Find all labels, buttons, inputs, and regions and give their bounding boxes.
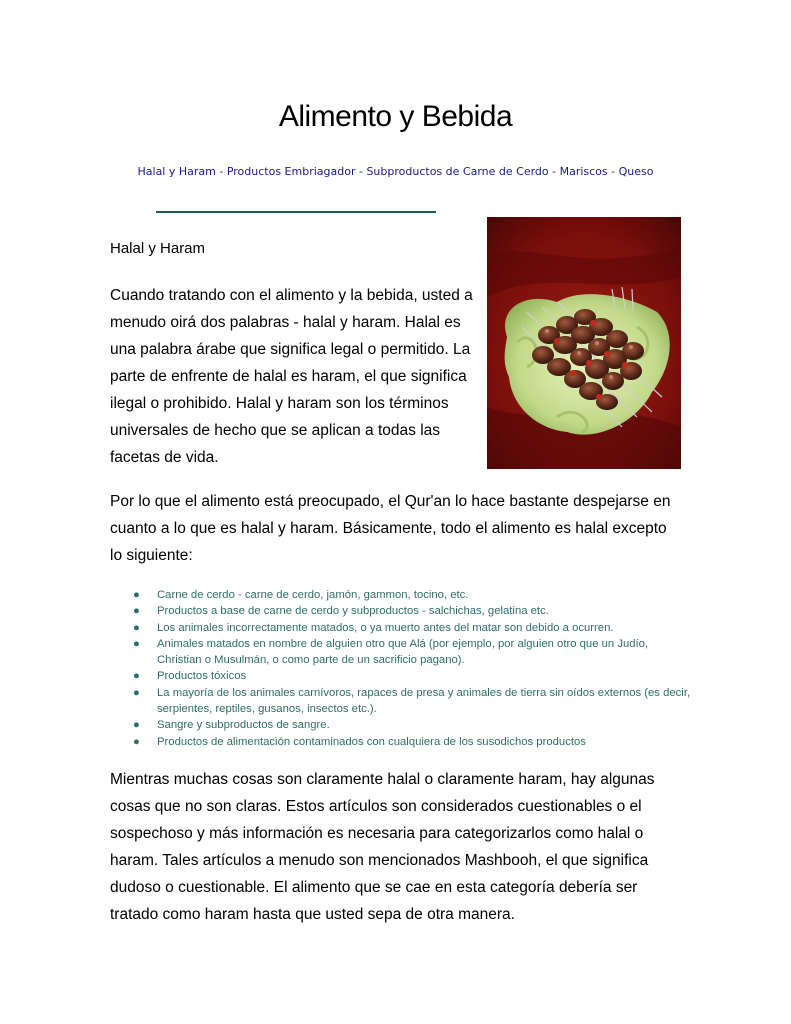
list-item: ● Carne de cerdo - carne de cerdo, jamón, gammon, tocino, etc. (133, 587, 693, 603)
bullet-icon: ● (133, 719, 140, 732)
list-item: ● Los animales incorrectamente matados, o ya muerto antes del matar son debido a ocurren. (133, 620, 693, 636)
nav-link-queso[interactable]: Queso (618, 165, 654, 178)
list-item: ● Animales matados en nombre de alguien otro que Alá (por ejemplo, por alguien otro que un Judío, Christian o Musulmán, o como parte de un sacrificio pagano). (133, 637, 649, 667)
bullet-icon: ● (133, 686, 140, 699)
bullet-icon: ● (133, 637, 140, 650)
section-heading: Halal y Haram (110, 240, 206, 257)
nav-link-productos-embriagador[interactable]: Productos Embriagador (226, 165, 356, 178)
skewered-meat-photo (487, 217, 681, 469)
haram-foods-list (133, 587, 693, 750)
bullet-icon: ● (133, 621, 140, 634)
bullet-icon: ● (133, 735, 140, 748)
nav-separator: - (607, 165, 619, 178)
section-divider (156, 211, 436, 213)
nav-separator: - (548, 165, 560, 178)
intro-paragraph: Cuando tratando con el alimento y la bebida, usted a menudo oirá dos palabras - halal y haram. Halal es una palabra árabe que significa legal o permitido. La parte de enfrente de halal es haram, el que significa ilegal o prohibido. Halal y haram son los términos universales de hecho que se aplican a todas las facetas de vida. (110, 287, 473, 466)
nav-separator: - (215, 165, 227, 178)
bullet-icon: ● (133, 605, 140, 618)
bullet-icon: ● (133, 670, 140, 683)
list-item: ● Productos tóxicos (133, 668, 693, 684)
list-item: ● Productos a base de carne de cerdo y subproductos - salchichas, gelatina etc. (133, 603, 693, 619)
page-title: Alimento y Bebida (278, 100, 513, 133)
food-rules-paragraph: Por lo que el alimento está preocupado, el Qur'an lo hace bastante despejarse en cuanto a lo que es halal y haram. Básicamente, todo el alimento es halal excepto lo siguiente: (110, 493, 671, 564)
nav-separator: - (355, 165, 367, 178)
nav-link-halal-haram[interactable]: Halal y Haram (137, 165, 216, 178)
list-item: ● Sangre y subproductos de sangre. (133, 717, 693, 733)
bullet-icon: ● (133, 589, 140, 601)
list-item: ● Productos de alimentación contaminados con cualquiera de los susodichos productos (133, 734, 693, 750)
topic-nav (0, 165, 791, 178)
nav-link-mariscos[interactable]: Mariscos (559, 165, 608, 178)
mashbooh-paragraph: Mientras muchas cosas son claramente halal o claramente haram, hay algunas cosas que no son claras. Estos artículos son considerados cuestionables o el sospechoso y más información es necesaria para categorizarlos como halal o haram. Tales artículos a menudo son mencionados Mashbooh, el que significa dudoso o cuestionable. El alimento que se cae en esta categoría debería ser tratado como haram hasta que usted sepa de otra manera. (110, 771, 655, 923)
nav-link-subproductos-cerdo[interactable]: Subproductos de Carne de Cerdo (366, 165, 549, 178)
list-item: ● La mayoría de los animales carnívoros, rapaces de presa y animales de tierra sin oídos externos (es decir, serpientes, reptiles, gusanos, insectos etc.). (133, 686, 691, 716)
